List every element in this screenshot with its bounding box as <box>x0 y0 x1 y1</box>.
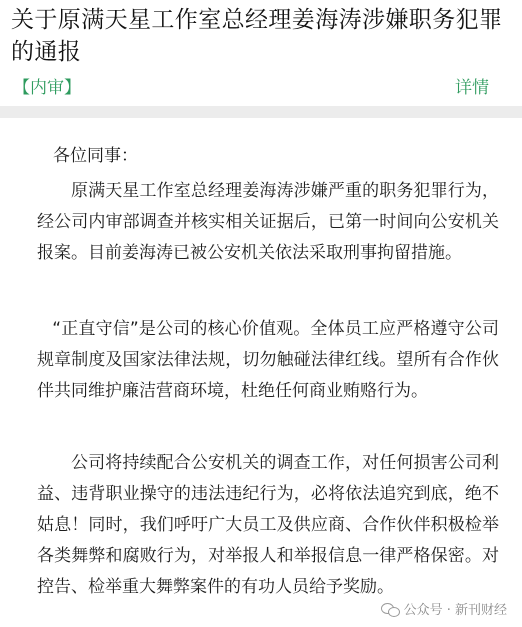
notice-title: 关于原满天星工作室总经理姜海涛涉嫌职务犯罪的通报 <box>11 7 503 65</box>
notice-body <box>0 118 522 627</box>
detail-link[interactable]: 详情 <box>455 78 489 98</box>
paragraph-3: 公司将持续配合公安机关的调查工作，对任何损害公司利益、违背职业操守的违法违纪行为，必将依法追究到底，绝不姑息！同时，我们呼吁广大员工及供应商、合作伙伴积极检举各类舞弊和腐败行为，对举报人和举报信息一律严格保密。对控告、检举重大舞弊案件的有功人员给予奖励。 <box>37 453 499 597</box>
wechat-icon <box>381 602 399 616</box>
salutation: 各位同事： <box>53 146 138 166</box>
source-watermark <box>378 598 510 619</box>
paragraph-2: “正直守信”是公司的核心价值观。全体员工应严格遵守公司规章制度及国家法律法规，切勿触碰法律红线。望所有合作伙伴共同维护廉洁营商环境，杜绝任何商业贿赂行为。 <box>37 319 499 401</box>
section-divider <box>0 106 522 118</box>
paragraph-1: 原满天星工作室总经理姜海涛涉嫌严重的职务犯罪行为，经公司内审部调查并核实相关证据后，已第一时间向公安机关报案。目前姜海涛已被公安机关依法采取刑事拘留措施。 <box>37 181 499 263</box>
watermark-text: 公众号 · 新刊财经 <box>403 603 507 618</box>
category-tag: 【内审】 <box>13 78 81 98</box>
notice-header <box>0 0 522 106</box>
